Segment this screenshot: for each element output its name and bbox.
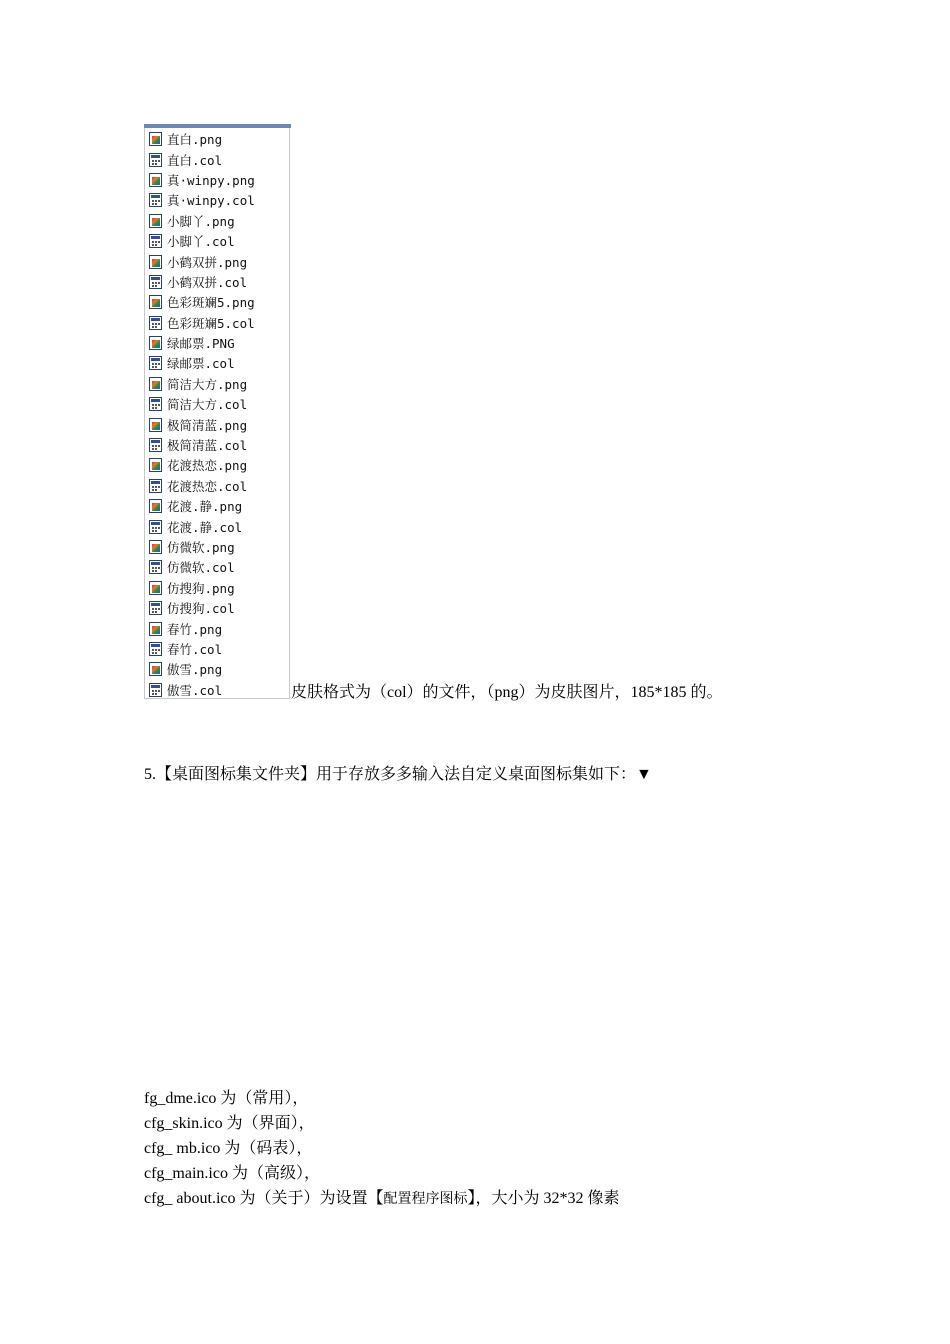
file-name: 极简清蓝.png — [167, 417, 248, 433]
file-name: 直白.png — [167, 132, 223, 148]
skin-caption: 皮肤格式为（col）的文件，（png）为皮肤图片，185*185 的。 — [291, 684, 723, 701]
file-list-item[interactable] — [145, 251, 291, 271]
png-image-file-icon — [149, 499, 162, 513]
png-image-file-icon — [149, 581, 162, 595]
icon-line-main: cfg_main.ico 为（高级）， — [144, 1165, 320, 1182]
file-name: 真·winpy.png — [167, 172, 255, 188]
png-image-file-icon — [149, 214, 162, 228]
file-name: 绿邮票.col — [167, 356, 235, 372]
file-list-item[interactable] — [145, 190, 291, 210]
col-skin-file-icon — [149, 438, 162, 452]
file-list-item[interactable] — [145, 313, 291, 333]
icon-line-dme: fg_dme.ico 为（常用）， — [144, 1090, 309, 1107]
file-list-item[interactable] — [145, 496, 291, 516]
file-name: 花渡热恋.col — [167, 478, 248, 494]
file-name: 简洁大方.png — [167, 376, 248, 392]
file-name: 小鹤双拼.png — [167, 254, 248, 270]
file-name: 花渡.静.png — [167, 499, 243, 515]
file-list-item[interactable] — [145, 333, 291, 353]
col-skin-file-icon — [149, 234, 162, 248]
file-name: 仿搜狗.png — [167, 580, 235, 596]
file-name: 花渡.静.col — [167, 519, 243, 535]
file-list-item[interactable] — [145, 353, 291, 373]
png-image-file-icon — [149, 662, 162, 676]
file-list-item[interactable] — [145, 231, 291, 251]
file-list-item[interactable] — [145, 680, 291, 700]
file-list-item[interactable] — [145, 149, 291, 169]
icon-line-about-suffix: 】，大小为 32*32 像素 — [467, 1190, 620, 1207]
file-name: 极简清蓝.col — [167, 438, 248, 454]
file-name: 仿微软.png — [167, 540, 235, 555]
file-list-item[interactable] — [145, 374, 291, 394]
file-list-panel — [144, 124, 290, 699]
file-name: 色彩斑斓5.png — [167, 295, 255, 311]
col-skin-file-icon — [149, 520, 162, 534]
png-image-file-icon — [149, 336, 162, 350]
col-skin-file-icon — [149, 601, 162, 615]
png-image-file-icon — [149, 418, 162, 432]
file-list-item[interactable] — [145, 476, 291, 496]
col-skin-file-icon — [149, 683, 162, 697]
file-list-item[interactable] — [145, 557, 291, 577]
col-skin-file-icon — [149, 560, 162, 574]
icon-line-skin: cfg_skin.ico 为（界面）， — [144, 1115, 315, 1132]
file-list-item[interactable] — [145, 659, 291, 679]
col-skin-file-icon — [149, 397, 162, 411]
file-name: 绿邮票.PNG — [167, 336, 235, 352]
png-image-file-icon — [149, 377, 162, 391]
file-name: 简洁大方.col — [167, 397, 248, 413]
section-5-heading: 5.【桌面图标集文件夹】用于存放多多输入法自定义桌面图标集如下：▼ — [144, 766, 652, 783]
config-program-icon-label: 配置程序图标 — [383, 1192, 468, 1207]
file-name: 傲雪.png — [167, 662, 223, 678]
file-list-item[interactable] — [145, 598, 291, 618]
file-name: 仿微软.col — [167, 560, 235, 576]
col-skin-file-icon — [149, 153, 162, 167]
col-skin-file-icon — [149, 193, 162, 207]
icon-line-about-prefix: cfg_ about.ico 为（关于）为设置【 — [144, 1190, 384, 1207]
col-skin-file-icon — [149, 356, 162, 370]
file-name: 真·winpy.col — [167, 193, 255, 209]
file-name: 仿搜狗.col — [167, 601, 235, 617]
png-image-file-icon — [149, 132, 162, 146]
png-image-file-icon — [149, 295, 162, 309]
panel-title-bar — [144, 124, 291, 128]
file-list-item[interactable] — [145, 129, 291, 149]
icon-line-about — [144, 1189, 620, 1210]
file-list-item[interactable] — [145, 537, 291, 557]
file-list-item[interactable] — [145, 394, 291, 414]
file-list-item[interactable] — [145, 414, 291, 434]
file-list-item[interactable] — [145, 578, 291, 598]
file-name: 小鹤双拼.col — [167, 274, 248, 290]
file-list-item[interactable] — [145, 639, 291, 659]
file-list-item[interactable] — [145, 455, 291, 475]
file-list-item[interactable] — [145, 618, 291, 638]
png-image-file-icon — [149, 458, 162, 472]
file-list-item[interactable] — [145, 516, 291, 536]
png-image-file-icon — [149, 173, 162, 187]
file-name: 傲雪.col — [167, 682, 223, 698]
file-list-item[interactable] — [145, 292, 291, 312]
file-name: 花渡热恋.png — [167, 458, 248, 474]
col-skin-file-icon — [149, 316, 162, 330]
file-name: 小脚丫.png — [167, 213, 235, 229]
file-name: 春竹.col — [167, 641, 223, 657]
file-list-item[interactable] — [145, 435, 291, 455]
png-image-file-icon — [149, 255, 162, 269]
col-skin-file-icon — [149, 479, 162, 493]
file-name: 色彩斑斓5.col — [167, 315, 255, 331]
col-skin-file-icon — [149, 642, 162, 656]
file-name: 小脚丫.col — [167, 234, 235, 250]
png-image-file-icon — [149, 622, 162, 636]
col-skin-file-icon — [149, 275, 162, 289]
file-list-item[interactable] — [145, 272, 291, 292]
file-list-item[interactable] — [145, 211, 291, 231]
file-name: 直白.col — [167, 152, 223, 168]
icon-line-mb: cfg_ mb.ico 为（码表）， — [144, 1140, 313, 1157]
file-list-item[interactable] — [145, 170, 291, 190]
file-name: 春竹.png — [167, 621, 223, 637]
png-image-file-icon — [149, 540, 162, 554]
file-list — [145, 129, 291, 700]
